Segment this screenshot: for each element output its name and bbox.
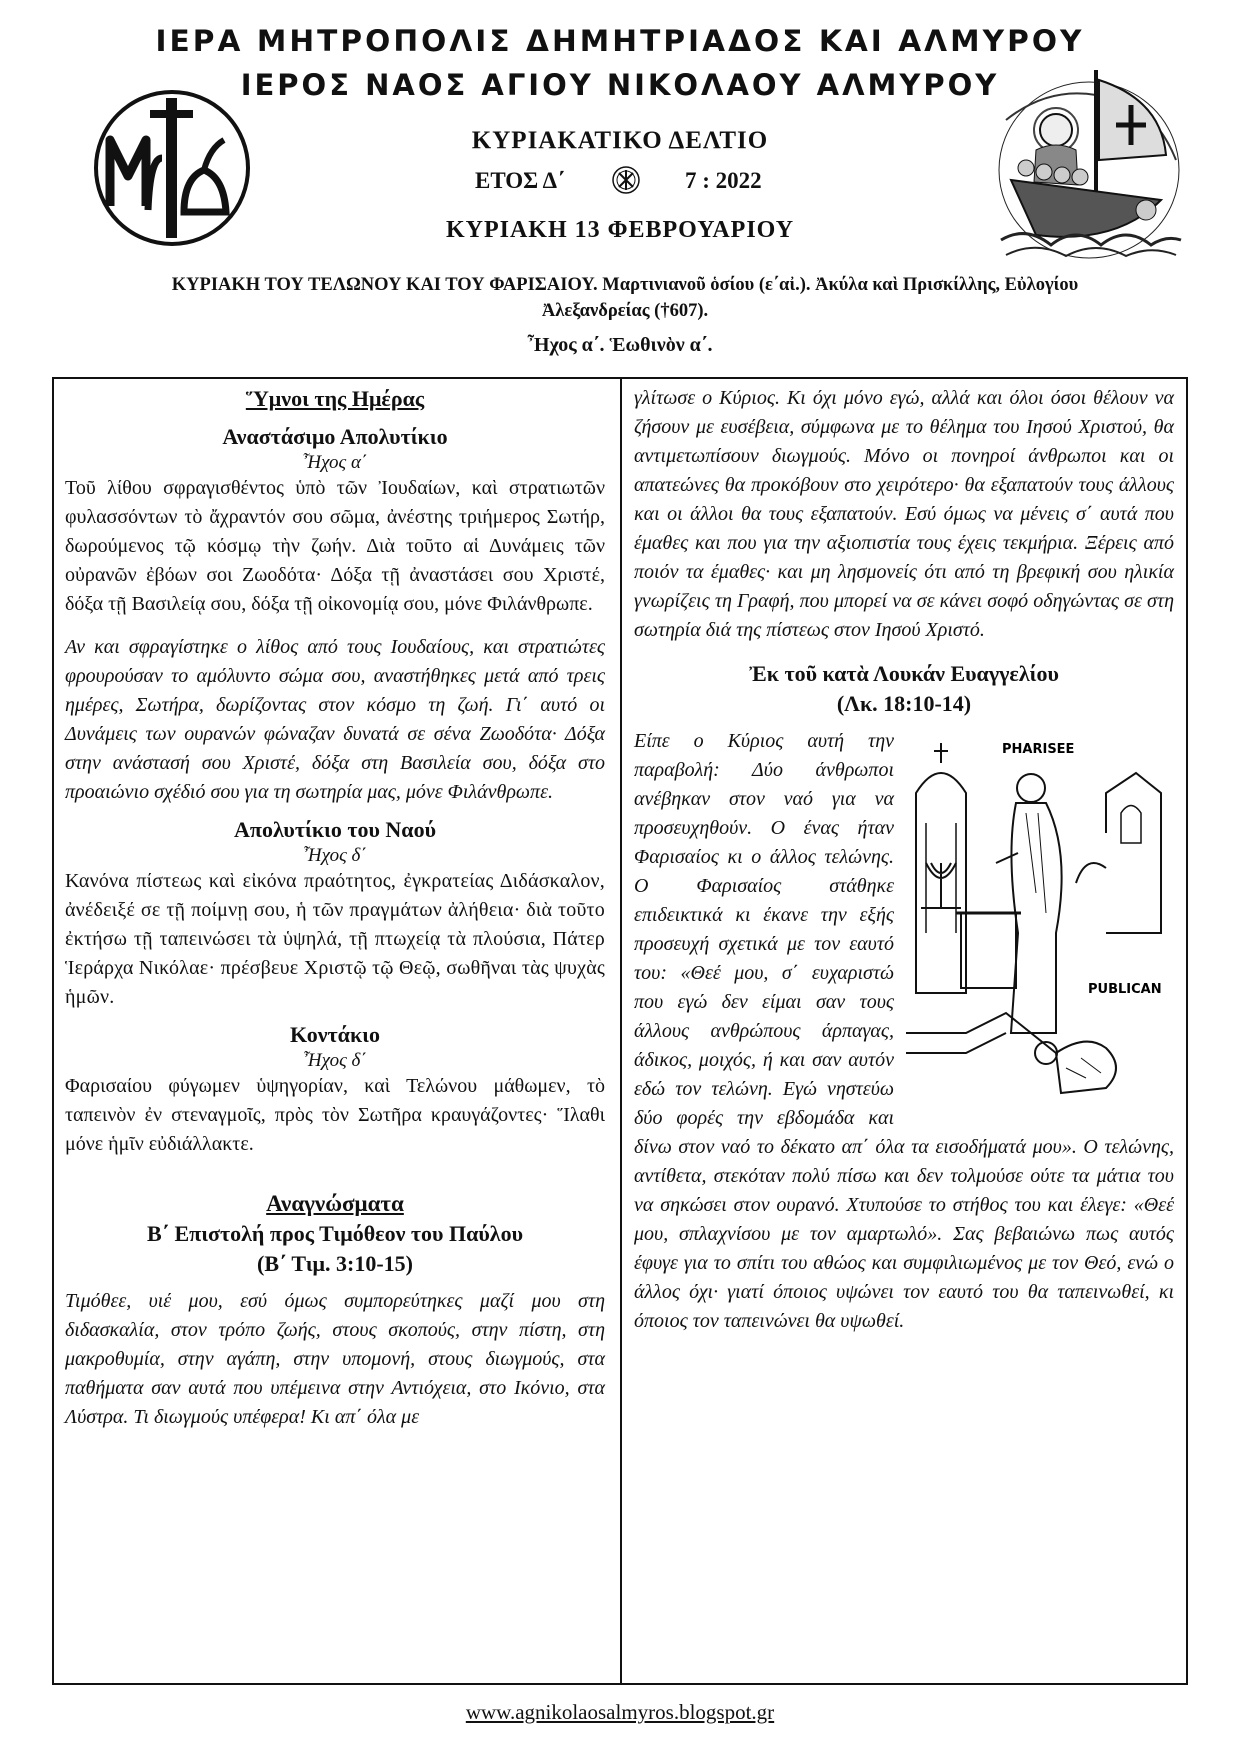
column-divider — [620, 378, 622, 1684]
blog-link[interactable]: www.agnikolaosalmyros.blogspot.gr — [465, 1700, 775, 1724]
church-title: ΙΕΡΟΣ ΝΑΟΣ ΑΓΙΟΥ ΝΙΚΟΛΑΟΥ ΑΛΜΥΡΟΥ — [240, 68, 1000, 102]
year-label: ΕΤΟΣ Δ΄ — [475, 168, 565, 193]
pharisee-label: PHARISEE — [1002, 742, 1075, 757]
resurrection-tone: Ἦχος α΄ — [302, 452, 368, 473]
gospel-text: Είπε ο Κύριος αυτή την παραβολή: Δύο άνθρωποι ανέβηκαν στον ναό για να προσευχηθούν. Ο ένας ήταν Φαρισαίος κι ο άλλος τελώνης. Ο Φαρισαίος στάθηκε επιδεικτικά κι έκανε την εξής προσευχή σχετικά με τον εαυτό του: «Θεέ μου, σ΄ ευχαριστώ που εγώ δεν είμαι σαν τους άλλους ανθρώπους άρπαγας, άδικος, μοιχός, ή και σαν αυτόν εδώ τον τελώνη. Εγώ νηστεύω δύο φορές την εβδομάδα και δίνω στον ναό το δέκατο απ΄ όλα τα εισοδήματά μου». Ο τελώνης, αντίθετα, στεκόταν πολύ πίσω και δεν τολμούσε ούτε τα μάτια του να σηκώσει στον ουρανό. Χτυπούσε το στήθος του και έλεγε: «Θεέ μου, σπλαχνίσου με τον αμαρτωλό». Σας βεβαιώνω πως αυτός έφυγε για το σπίτι του αθώος και συμφιλιωμένος με τον Θεό, ενώ ο άλλος όχι· γιατί όποιος υψώνει τον εαυτό του θα ταπεινωθεί, κι όποιος τον ταπεινώνει θα υψωθεί. — [634, 730, 1174, 1332]
readings-heading: Αναγνώσματα — [266, 1191, 404, 1216]
sunday-date: ΚΥΡΙΑΚΗ 13 ΦΕΒΡΟΥΑΡΙΟΥ — [445, 217, 795, 243]
issue-number: 7 : 2022 — [685, 168, 762, 193]
feast-of-day: ΚΥΡΙΑΚΗ ΤΟΥ ΤΕΛΩΝΟΥ ΚΑΙ ΤΟΥ ΦΑΡΙΣΑΙΟΥ. Μαρτινιανοῦ ὁσίου (ε΄αἰ.). Ἀκύλα καὶ Πρισκίλλης, Εὐλογίου Ἀλεξανδρείας (†607). — [171, 275, 1079, 321]
metropolis-title: ΙΕΡΑ ΜΗΤΡΟΠΟΛΙΣ ΔΗΜΗΤΡΙΑΔΟΣ ΚΑΙ ΑΛΜΥΡΟΥ — [155, 24, 1085, 58]
bulletin-title: ΚΥΡΙΑΚΑΤΙΚΟ ΔΕΛΤΙΟ — [471, 127, 769, 154]
kontakion-text: Φαρισαίου φύγωμεν ὑψηγορίαν, καὶ Τελώνου μάθωμεν, τὸ ταπεινὸν ἐν στεναγμοῖς, πρὸς τὸν Σωτῆρα κραυγάζοντες· Ἵλαθι μόνε ἡμῖν εὐδιάλλακτε. — [65, 1075, 605, 1155]
resurrection-hymn-translation: Αν και σφραγίστηκε ο λίθος από τους Ιουδαίους, και στρατιώτες φρουρούσαν το αμόλυντο σώμα σου, αναστήθηκες μετά από τρεις ημέρες, Σωτήρα, δωρίζοντας στον κόσμο τη ζωή. Γι΄ αυτό οι Δυνάμεις των ουρανών φώναζαν δυνατά σε σένα Ζωοδότα· Δόξα στην ανάστασή σου Χριστέ, δόξα στη Βασιλεία σου, δόξα στο προαιώνιο σχέδιό σου για τη σωτηρία μας, μόνε Φιλάνθρωπε. — [65, 636, 605, 803]
epistle-reference: (Β΄ Τιμ. 3:10-15) — [257, 1251, 413, 1276]
gospel-reference: (Λκ. 18:10-14) — [836, 691, 972, 716]
tone-of-week: Ἦχος α΄. Ἑωθινὸν α΄. — [527, 334, 713, 356]
publican-label: PUBLICAN — [1088, 982, 1162, 997]
epistle-continuation: γλίτωσε ο Κύριος. Κι όχι μόνο εγώ, αλλά και όλοι όσοι θέλουν να ζήσουν με ευσέβεια, σύμφωνα με το θέλημα του Ιησού Χριστού, θα αντιμετωπίσουν διωγμούς. Μόνο οι πονηροί άνθρωποι και οι απατεώνες θα προκόβουν στο χειρότερο· θα εξαπατούν τους άλλους και οι άλλοι θα τους εξαπατούν. Εσύ όμως να μένεις σ΄ αυτά που έμαθες και που για την αξιοπιστία τους έχεις τεκμήρια. Ξέρεις από ποιόν τα έμαθες· και μη λησμονείς ότι από τη βρεφική σου ηλικία γνωρίζεις τη Γραφή, που μπορεί να σε κάνει σοφό οδηγώντας σε στη σωτηρία διά της πίστεως στον Ιησού Χριστό. — [634, 387, 1174, 641]
left-column — [65, 384, 605, 1432]
church-tone: Ἦχος δ΄ — [303, 845, 367, 866]
kontakion-heading: Κοντάκιο — [290, 1022, 380, 1047]
resurrection-hymn-text: Τοῦ λίθου σφραγισθέντος ὑπὸ τῶν Ἰουδαίων, καὶ στρατιωτῶν φυλασσόντων τὸ ἄχραντόν σου σῶμα, ἀνέστης τριήμερος Σωτήρ, δωρούμενος τῷ κόσμῳ τὴν ζωήν. Διὰ τοῦτο αἱ Δυνάμεις τῶν οὐρανῶν ἐβόων σοι Ζωοδότα· Δόξα τῇ ἀναστάσει σου Χριστέ, δόξα τῇ Βασιλείᾳ σου, δόξα τῇ οἰκονομίᾳ σου, μόνε Φιλάνθρωπε. — [65, 477, 605, 615]
gospel-heading: Ἐκ τοῦ κατὰ Λουκάν Ευαγγελίου — [749, 661, 1059, 686]
kontakion-tone: Ἦχος δ΄ — [303, 1050, 367, 1071]
epistle-heading: Β΄ Επιστολή προς Τιμόθεον του Παύλου — [146, 1221, 524, 1246]
church-apolytikion-heading: Απολυτίκιο του Ναού — [234, 817, 436, 842]
right-column — [634, 384, 1174, 1336]
church-hymn-text: Κανόνα πίστεως καὶ εἰκόνα πραότητος, ἐγκρατείας Διδάσκαλον, ἀνέδειξέ σε τῇ ποίμνῃ σου, ἡ τῶν πραγμάτων ἀλήθεια· διὰ τοῦτο ἐκτήσω τῇ ταπεινώσει τὰ ὑψηλά, τῇ πτωχείᾳ τὰ πλούσια, Πάτερ Ἱεράρχα Νικόλαε· πρέσβευε Χριστῷ τῷ Θεῷ, σωθῆναι τὰς ψυχὰς ἡμῶν. — [65, 870, 605, 1008]
resurrection-apolytikion-heading: Αναστάσιμο Απολυτίκιο — [222, 424, 448, 449]
hymns-heading: Ὕμνοι της Ημέρας — [245, 386, 425, 411]
epistle-text: Τιμόθεε, υιέ μου, εσύ όμως συμπορεύτηκες μαζί μου στη διδασκαλία, στον τρόπο ζωής, στους σκοπούς, στην πίστη, στη μακροθυμία, στην αγάπη, στην υπομονή, στους διωγμούς, στα παθήματα σαν αυτά που υπέμεινα στην Αντιόχεια, στο Ικόνιο, στα Λύστρα. Τι διωγμούς υπέφερα! Κι απ΄ όλα με — [65, 1290, 605, 1428]
chi-rho-icon — [611, 165, 641, 195]
gospel-body — [634, 727, 1174, 1336]
pharisee-publican-illustration — [906, 733, 1174, 1101]
